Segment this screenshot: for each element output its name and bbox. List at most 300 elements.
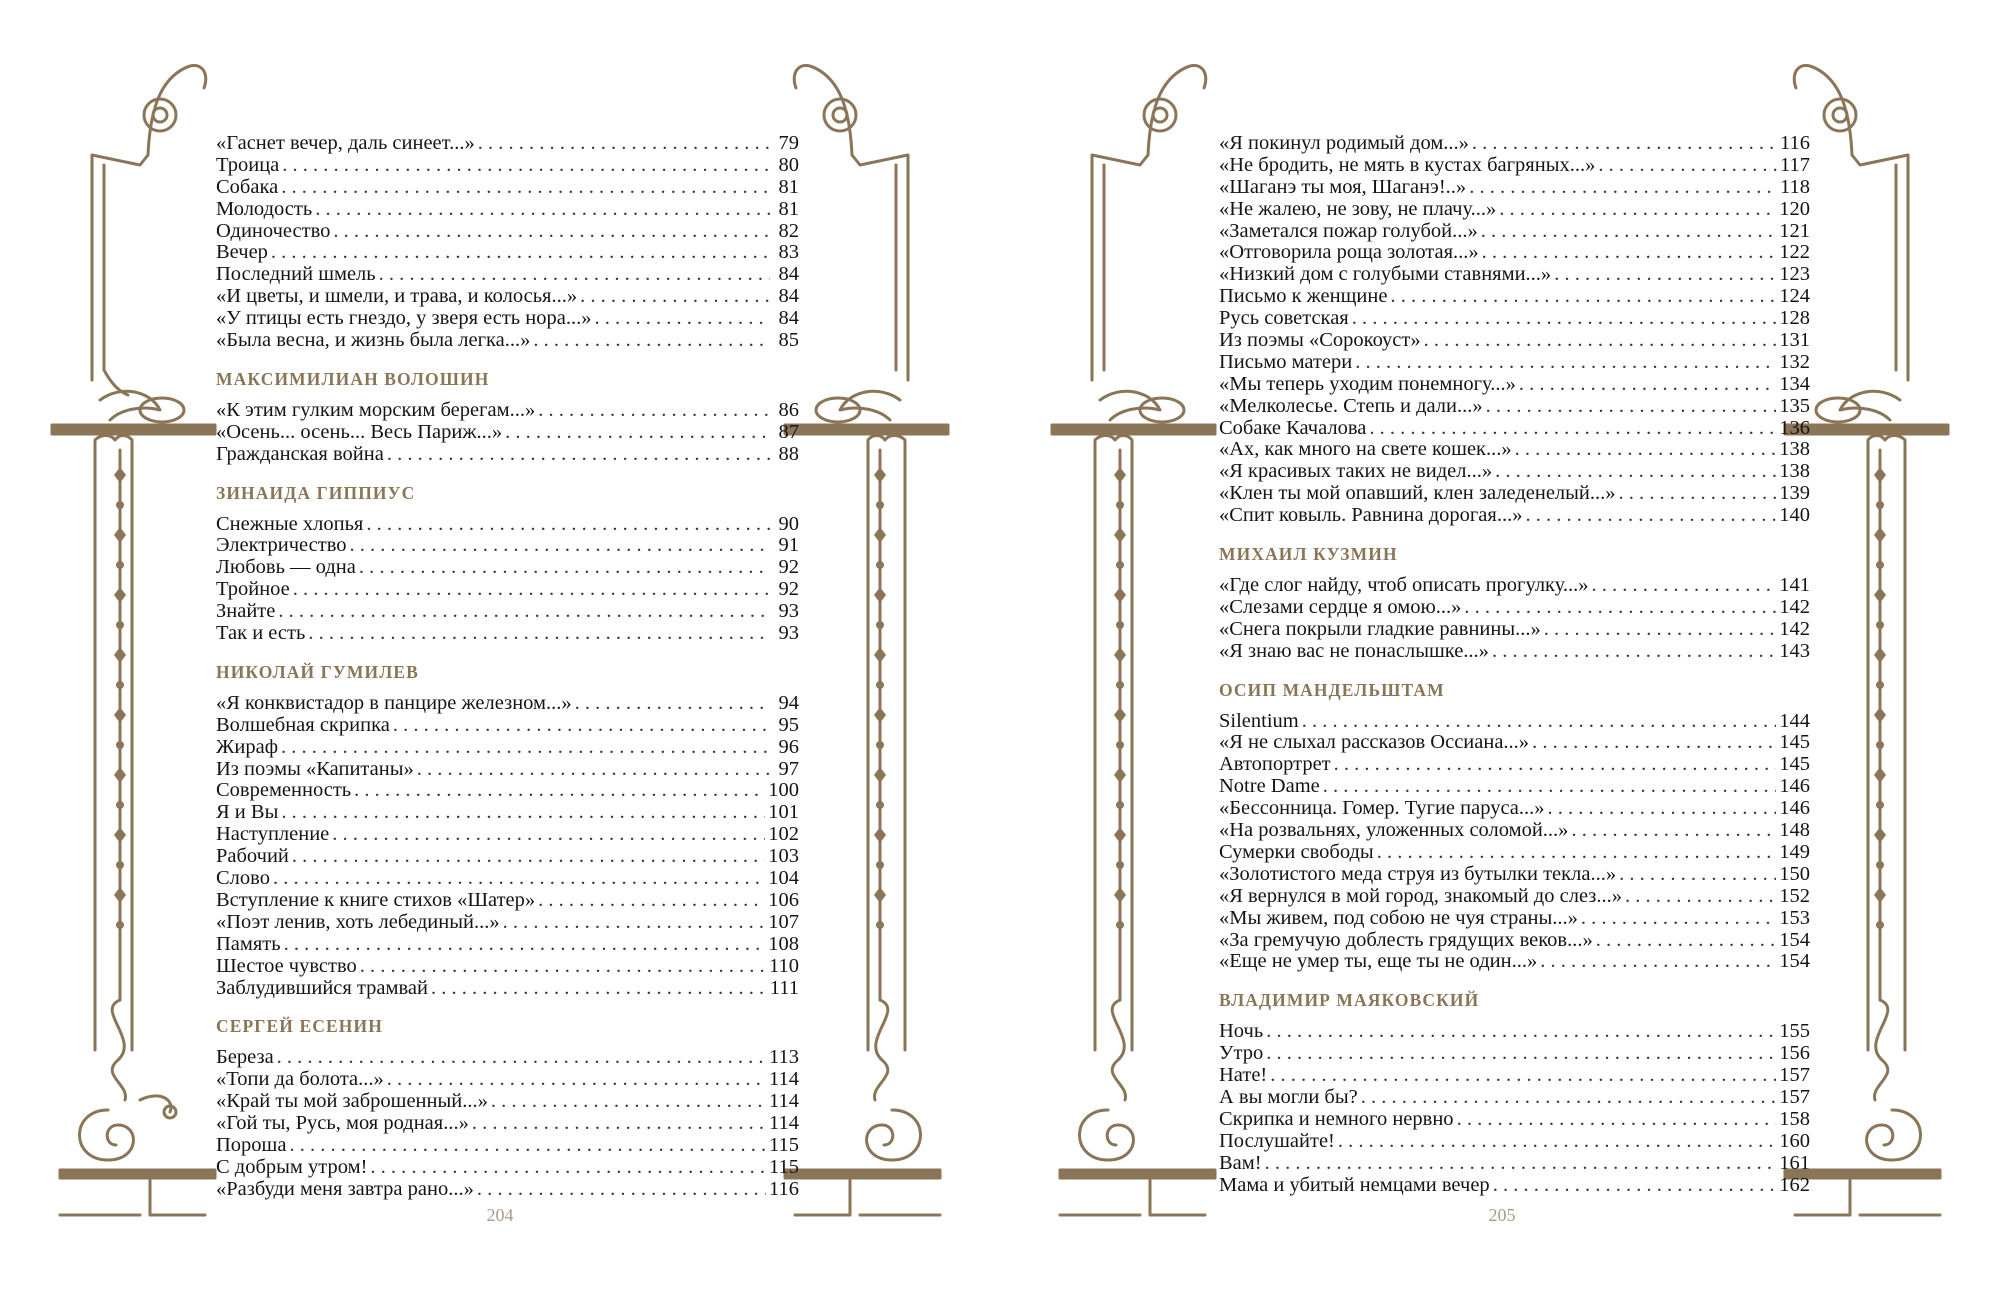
- entry-page-number: 149: [1779, 840, 1810, 863]
- entry-title: А вы могли бы?: [1219, 1085, 1358, 1108]
- left-toc: [216, 133, 799, 1201]
- toc-entry: [216, 514, 799, 536]
- entry-title: Троица: [216, 153, 280, 176]
- entry-title: «Поэт ленив, хоть лебединый...»: [216, 910, 500, 933]
- entry-page-number: 93: [778, 622, 799, 645]
- author-heading: МИХАИЛ КУЗМИН: [1219, 544, 1398, 565]
- entry-title: Вам!: [1219, 1151, 1262, 1174]
- bead-ornament: [1116, 501, 1124, 509]
- toc-entry: [1219, 619, 1810, 641]
- author-heading: МАКСИМИЛИАН ВОЛОШИН: [216, 368, 490, 389]
- toc-entry: [216, 956, 799, 978]
- dot-leader: [332, 824, 765, 846]
- diamond-ornament: [1874, 887, 1886, 903]
- toc-entry: [1219, 1065, 1810, 1087]
- entry-title: «Я не слыхал рассказов Оссиана...»: [1219, 731, 1530, 754]
- entry-page-number: 95: [778, 713, 799, 736]
- entry-title: С добрым утром!: [216, 1155, 368, 1178]
- toc-entry: [1219, 1131, 1810, 1153]
- entry-page-number: 82: [778, 219, 799, 242]
- toc-entry: [1219, 711, 1810, 733]
- dot-leader: [1323, 776, 1777, 798]
- entry-page-number: 146: [1779, 775, 1810, 798]
- entry-title: Собаке Качалова: [1219, 416, 1367, 439]
- left-column-ornament: [1052, 65, 1215, 1215]
- toc-entry: [1219, 133, 1810, 155]
- toc-list: [216, 133, 799, 352]
- toc-entry: [1219, 864, 1810, 886]
- entry-title: «Гой ты, Русь, моя родная...»: [216, 1112, 469, 1135]
- entry-title: «Заметался пожар голубой...»: [1219, 219, 1478, 242]
- entry-page-number: 139: [1779, 482, 1810, 505]
- dot-leader: [505, 422, 770, 444]
- toc-entry: [1219, 820, 1810, 842]
- bead-ornament: [1116, 561, 1124, 569]
- diamond-ornament: [1874, 767, 1886, 783]
- entry-page-number: 81: [778, 175, 799, 198]
- toc-entry: [216, 242, 799, 264]
- toc-entry: [216, 1157, 799, 1179]
- bead-ornament: [876, 861, 884, 869]
- dot-leader: [533, 330, 770, 352]
- entry-page-number: 114: [769, 1068, 799, 1091]
- entry-title: Из поэмы «Сорокоуст»: [1219, 329, 1421, 352]
- entry-title: Письмо к женщине: [1219, 285, 1388, 308]
- dot-leader: [1377, 842, 1777, 864]
- dot-leader: [366, 514, 770, 536]
- page-number-right: 205: [1488, 1205, 1516, 1225]
- entry-page-number: 106: [768, 888, 799, 911]
- entry-page-number: 116: [769, 1177, 799, 1200]
- diamond-ornament: [114, 527, 126, 543]
- toc-entry: [1219, 641, 1810, 663]
- dot-leader: [315, 199, 770, 221]
- entry-page-number: 141: [1779, 574, 1810, 597]
- toc-entry: [1219, 396, 1810, 418]
- toc-entry: [1219, 286, 1810, 308]
- dot-leader: [333, 221, 770, 243]
- bead-ornament: [1876, 561, 1884, 569]
- dot-leader: [1481, 221, 1776, 243]
- entry-page-number: 88: [778, 442, 799, 465]
- entry-page-number: 120: [1779, 197, 1810, 220]
- entry-title: «Край ты мой заброшенный...»: [216, 1090, 488, 1113]
- dot-leader: [417, 759, 770, 781]
- entry-title: «Была весна, и жизнь была легка...»: [216, 329, 531, 352]
- bead-ornament: [116, 681, 124, 689]
- dot-leader: [289, 1135, 766, 1157]
- toc-entry: [1219, 483, 1810, 505]
- dot-leader: [478, 133, 770, 155]
- toc-list: [216, 1047, 799, 1200]
- entry-page-number: 142: [1779, 595, 1810, 618]
- diamond-ornament: [114, 467, 126, 483]
- entry-page-number: 140: [1779, 504, 1810, 527]
- toc-entry: [1219, 842, 1810, 864]
- toc-entry: [1219, 352, 1810, 374]
- toc-entry: [216, 330, 799, 352]
- toc-entry: [216, 133, 799, 155]
- entry-title: «Золотистого меда струя из бутылки текла...»: [1219, 862, 1617, 885]
- toc-entry: [216, 286, 799, 308]
- toc-entry: [1219, 1153, 1810, 1175]
- dot-leader: [1499, 199, 1776, 221]
- bead-ornament: [116, 861, 124, 869]
- entry-page-number: 103: [768, 845, 799, 868]
- dot-leader: [360, 956, 766, 978]
- toc-entry: [216, 824, 799, 846]
- bead-ornament: [116, 561, 124, 569]
- entry-title: «Низкий дом с голубыми ставнями...»: [1219, 263, 1552, 286]
- bead-ornament: [1116, 741, 1124, 749]
- entry-page-number: 115: [769, 1133, 799, 1156]
- entry-title: Волшебная скрипка: [216, 713, 390, 736]
- dot-leader: [1464, 597, 1776, 619]
- diamond-ornament: [1874, 707, 1886, 723]
- entry-title: «Я конквистадор в панцире железном...»: [216, 691, 572, 714]
- toc-entry: [216, 890, 799, 912]
- entry-page-number: 80: [778, 153, 799, 176]
- dot-leader: [575, 693, 770, 715]
- diamond-ornament: [114, 767, 126, 783]
- diamond-ornament: [1874, 827, 1886, 843]
- entry-title: «Спит ковыль. Равнина дорогая...»: [1219, 504, 1523, 527]
- dot-leader: [277, 1047, 766, 1069]
- diamond-ornament: [114, 587, 126, 603]
- bead-ornament: [1876, 741, 1884, 749]
- dot-leader: [1338, 1131, 1776, 1153]
- entry-page-number: 144: [1779, 709, 1810, 732]
- toc-entry: [1219, 177, 1810, 199]
- toc-list: [1219, 711, 1810, 974]
- toc-list: [1219, 133, 1810, 527]
- dot-leader: [278, 601, 770, 623]
- dot-leader: [1619, 864, 1776, 886]
- dot-leader: [271, 242, 770, 264]
- dot-leader: [292, 846, 765, 868]
- entry-page-number: 145: [1779, 753, 1810, 776]
- bead-ornament: [876, 501, 884, 509]
- toc-entry: [1219, 155, 1810, 177]
- entry-title: Скрипка и немного нервно: [1219, 1107, 1454, 1130]
- toc-entry: [1219, 242, 1810, 264]
- entry-title: «К этим гулким морским берегам...»: [216, 398, 536, 421]
- bead-ornament: [116, 921, 124, 929]
- dot-leader: [1515, 439, 1777, 461]
- entry-page-number: 111: [769, 976, 799, 999]
- entry-title: Береза: [216, 1046, 274, 1069]
- entry-title: Современность: [216, 779, 352, 802]
- entry-title: «Не бродить, не мять в кустах багряных...»: [1219, 153, 1596, 176]
- entry-title: Вступление к книге стихов «Шатер»: [216, 888, 536, 911]
- toc-entry: [216, 177, 799, 199]
- entry-title: «Я покинул родимый дом...»: [1219, 132, 1469, 154]
- dot-leader: [308, 623, 770, 645]
- bead-ornament: [1116, 621, 1124, 629]
- entry-page-number: 104: [768, 867, 799, 890]
- right-toc: [1219, 133, 1810, 1196]
- right-column-ornament: [785, 65, 948, 1215]
- dot-leader: [281, 177, 770, 199]
- dot-leader: [1369, 418, 1776, 440]
- entry-page-number: 154: [1779, 928, 1810, 951]
- right-page: [1000, 0, 2000, 1308]
- entry-title: Из поэмы «Капитаны»: [216, 757, 414, 780]
- entry-title: «Мелколесье. Степь и дали...»: [1219, 394, 1483, 417]
- diamond-ornament: [874, 527, 886, 543]
- diamond-ornament: [114, 707, 126, 723]
- entry-title: «Снега покрыли гладкие равнины...»: [1219, 617, 1541, 640]
- diamond-ornament: [874, 767, 886, 783]
- dot-leader: [1532, 732, 1776, 754]
- diamond-ornament: [1114, 587, 1126, 603]
- entry-page-number: 110: [769, 954, 799, 977]
- toc-entry: [1219, 732, 1810, 754]
- entry-page-number: 162: [1779, 1173, 1810, 1196]
- toc-entry: [216, 308, 799, 330]
- bead-ornament: [1876, 801, 1884, 809]
- dot-leader: [370, 1157, 766, 1179]
- dot-leader: [1548, 798, 1777, 820]
- entry-page-number: 114: [769, 1090, 799, 1113]
- toc-entry: [216, 1047, 799, 1069]
- dot-leader: [354, 780, 765, 802]
- diamond-ornament: [1114, 887, 1126, 903]
- dot-leader: [1390, 286, 1776, 308]
- dot-leader: [1334, 754, 1777, 776]
- bead-ornament: [116, 801, 124, 809]
- diamond-ornament: [1874, 467, 1886, 483]
- entry-title: «Бессонница. Гомер. Тугие паруса...»: [1219, 797, 1545, 820]
- entry-title: Снежные хлопья: [216, 512, 364, 535]
- entry-title: Собака: [216, 175, 279, 198]
- dot-leader: [1493, 1175, 1777, 1197]
- bead-ornament: [1876, 501, 1884, 509]
- entry-title: Мама и убитый немцами вечер: [1219, 1173, 1490, 1196]
- entry-title: «Гаснет вечер, даль синеет...»: [216, 132, 475, 154]
- dot-leader: [1495, 461, 1776, 483]
- entry-page-number: 148: [1779, 819, 1810, 842]
- dot-leader: [1525, 505, 1776, 527]
- entry-page-number: 81: [778, 197, 799, 220]
- dot-leader: [1352, 308, 1777, 330]
- entry-page-number: 153: [1779, 906, 1810, 929]
- entry-page-number: 83: [778, 241, 799, 264]
- dot-leader: [491, 1091, 766, 1113]
- dot-leader: [1596, 930, 1777, 952]
- entry-title: Гражданская война: [216, 442, 384, 465]
- entry-page-number: 138: [1779, 460, 1810, 483]
- dot-leader: [1482, 242, 1777, 264]
- diamond-ornament: [114, 827, 126, 843]
- bead-ornament: [1876, 621, 1884, 629]
- entry-page-number: 154: [1779, 950, 1810, 973]
- toc-entry: [1219, 264, 1810, 286]
- dot-leader: [393, 715, 770, 737]
- toc-entry: [1219, 199, 1810, 221]
- entry-title: Рабочий: [216, 845, 289, 868]
- entry-title: Ночь: [1219, 1020, 1264, 1043]
- entry-page-number: 138: [1779, 438, 1810, 461]
- entry-title: Последний шмель: [216, 263, 376, 286]
- toc-entry: [216, 444, 799, 466]
- bead-ornament: [876, 621, 884, 629]
- toc-entry: [216, 802, 799, 824]
- entry-page-number: 108: [768, 932, 799, 955]
- dot-leader: [1457, 1109, 1777, 1131]
- entry-page-number: 118: [1780, 175, 1810, 198]
- dot-leader: [503, 912, 766, 934]
- toc-entry: [216, 623, 799, 645]
- dot-leader: [273, 868, 765, 890]
- entry-title: «Не жалею, не зову, не плачу...»: [1219, 197, 1497, 220]
- dot-leader: [580, 286, 770, 308]
- entry-page-number: 131: [1779, 329, 1810, 352]
- entry-page-number: 113: [769, 1046, 799, 1069]
- entry-title: «Я знаю вас не понаслышке...»: [1219, 639, 1489, 662]
- toc-entry: [1219, 908, 1810, 930]
- entry-title: «Ах, как много на свете кошек...»: [1219, 438, 1512, 461]
- entry-title: «Я вернулся в мой город, знакомый до слез...»: [1219, 884, 1623, 907]
- entry-page-number: 152: [1779, 884, 1810, 907]
- toc-entry: [1219, 221, 1810, 243]
- diamond-ornament: [114, 887, 126, 903]
- toc-entry: [216, 759, 799, 781]
- entry-page-number: 123: [1779, 263, 1810, 286]
- toc-entry: [1219, 439, 1810, 461]
- toc-entry: [216, 400, 799, 422]
- toc-entry: [216, 868, 799, 890]
- toc-entry: [216, 934, 799, 956]
- entry-page-number: 93: [778, 600, 799, 623]
- toc-entry: [216, 579, 799, 601]
- toc-entry: [1219, 418, 1810, 440]
- entry-page-number: 84: [778, 307, 799, 330]
- dot-leader: [477, 1179, 766, 1201]
- left-column-ornament: [52, 65, 215, 1215]
- toc-entry: [216, 737, 799, 759]
- entry-title: «И цветы, и шмели, и трава, и колосья...»: [216, 285, 578, 308]
- dot-leader: [1598, 155, 1777, 177]
- bead-ornament: [876, 681, 884, 689]
- dot-leader: [281, 737, 770, 759]
- dot-leader: [1554, 264, 1776, 286]
- entry-page-number: 96: [778, 735, 799, 758]
- toc-entry: [1219, 1175, 1810, 1197]
- entry-page-number: 90: [778, 512, 799, 535]
- bead-ornament: [876, 801, 884, 809]
- entry-page-number: 107: [768, 910, 799, 933]
- dot-leader: [1519, 374, 1776, 396]
- toc-entry: [1219, 308, 1810, 330]
- entry-title: Молодость: [216, 197, 313, 220]
- toc-list: [216, 400, 799, 466]
- toc-entry: [1219, 754, 1810, 776]
- entry-title: Любовь — одна: [216, 556, 356, 579]
- entry-page-number: 136: [1779, 416, 1810, 439]
- dot-leader: [1265, 1153, 1777, 1175]
- dot-leader: [594, 308, 770, 330]
- dot-leader: [1592, 575, 1777, 597]
- entry-title: Silentium: [1219, 709, 1299, 732]
- entry-page-number: 84: [778, 263, 799, 286]
- entry-title: «Слезами сердце я омою...»: [1219, 595, 1462, 618]
- toc-entry: [216, 1113, 799, 1135]
- entry-title: Утро: [1219, 1042, 1264, 1065]
- entry-title: Сумерки свободы: [1219, 840, 1374, 863]
- diamond-ornament: [874, 467, 886, 483]
- bead-ornament: [1116, 861, 1124, 869]
- dot-leader: [1266, 1021, 1776, 1043]
- bead-ornament: [116, 501, 124, 509]
- entry-page-number: 135: [1779, 394, 1810, 417]
- entry-title: «Мы теперь уходим понемногу...»: [1219, 372, 1516, 395]
- dot-leader: [431, 978, 767, 1000]
- dot-leader: [1361, 1087, 1777, 1109]
- entry-page-number: 122: [1779, 241, 1810, 264]
- entry-page-number: 128: [1779, 307, 1810, 330]
- toc-entry: [1219, 798, 1810, 820]
- entry-page-number: 116: [1780, 132, 1810, 154]
- diamond-ornament: [874, 707, 886, 723]
- entry-title: «Осень... осень... Весь Париж...»: [216, 420, 503, 443]
- toc-list: [216, 693, 799, 999]
- author-heading: ОСИП МАНДЕЛЬШТАМ: [1219, 679, 1445, 700]
- entry-title: «На розвальнях, уложенных соломой...»: [1219, 819, 1569, 842]
- entry-title: Слово: [216, 867, 270, 890]
- bead-ornament: [116, 621, 124, 629]
- toc-entry: [216, 978, 799, 1000]
- toc-entry: [216, 1091, 799, 1113]
- toc-entry: [1219, 461, 1810, 483]
- dot-leader: [284, 934, 766, 956]
- toc-entry: [216, 221, 799, 243]
- author-heading: СЕРГЕЙ ЕСЕНИН: [216, 1016, 383, 1037]
- toc-entry: [1219, 886, 1810, 908]
- dot-leader: [538, 890, 765, 912]
- toc-entry: [216, 422, 799, 444]
- entry-title: Вечер: [216, 241, 268, 264]
- toc-entry: [1219, 575, 1810, 597]
- entry-page-number: 161: [1779, 1151, 1810, 1174]
- dot-leader: [1625, 886, 1776, 908]
- entry-page-number: 150: [1779, 862, 1810, 885]
- toc-entry: [216, 535, 799, 557]
- bead-ornament: [876, 741, 884, 749]
- entry-title: Наступление: [216, 823, 330, 846]
- entry-title: «У птицы есть гнездо, у зверя есть нора...»: [216, 307, 592, 330]
- dot-leader: [1355, 352, 1776, 374]
- entry-page-number: 157: [1779, 1064, 1810, 1087]
- entry-title: Знайте: [216, 600, 276, 623]
- toc-entry: [216, 715, 799, 737]
- entry-title: «За гремучую доблесть грядущих веков...»: [1219, 928, 1593, 951]
- entry-page-number: 94: [778, 691, 799, 714]
- entry-page-number: 87: [778, 420, 799, 443]
- dot-leader: [359, 557, 770, 579]
- diamond-ornament: [1114, 827, 1126, 843]
- toc-entry: [216, 693, 799, 715]
- entry-title: «Шаганэ ты моя, Шаганэ!..»: [1219, 175, 1467, 198]
- dot-leader: [1469, 177, 1777, 199]
- dot-leader: [1571, 820, 1776, 842]
- entry-page-number: 115: [769, 1155, 799, 1178]
- dot-leader: [538, 400, 770, 422]
- entry-title: Послушайте!: [1219, 1129, 1335, 1152]
- dot-leader: [1266, 1043, 1776, 1065]
- toc-entry: [1219, 1109, 1810, 1131]
- toc-entry: [216, 1135, 799, 1157]
